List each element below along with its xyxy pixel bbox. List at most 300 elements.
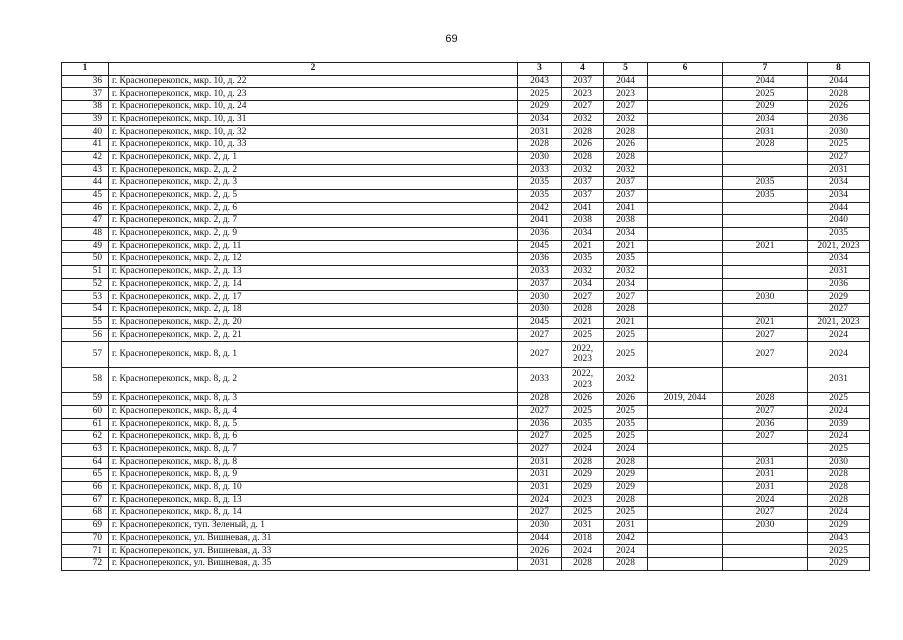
row-number-cell: 60	[62, 405, 109, 418]
col7-cell: 2044	[723, 75, 808, 88]
col5-cell: 2023	[604, 88, 648, 101]
table-row	[62, 202, 870, 215]
col4-cell: 2034	[562, 227, 604, 240]
address-cell: г. Красноперекопск, мкр. 8, д. 9	[109, 469, 518, 482]
col4-cell: 2024	[562, 545, 604, 558]
col6-cell	[648, 126, 723, 139]
col8-cell: 2028	[808, 88, 870, 101]
address-cell: г. Красноперекопск, мкр. 10, д. 24	[109, 101, 518, 114]
address-cell: г. Красноперекопск, мкр. 8, д. 4	[109, 405, 518, 418]
col4-cell: 2018	[562, 532, 604, 545]
col5-cell: 2025	[604, 431, 648, 444]
col7-cell: 2031	[723, 126, 808, 139]
row-number-cell: 62	[62, 431, 109, 444]
address-cell: г. Красноперекопск, мкр. 8, д. 14	[109, 507, 518, 520]
col7-cell	[723, 151, 808, 164]
column-header: 4	[562, 63, 604, 76]
row-number-cell: 43	[62, 164, 109, 177]
col7-cell: 2035	[723, 177, 808, 190]
column-header: 2	[109, 63, 518, 76]
col5-cell: 2021	[604, 316, 648, 329]
col3-cell: 2034	[518, 113, 562, 126]
table-row	[62, 177, 870, 190]
col8-cell: 2025	[808, 139, 870, 152]
table-header-row	[62, 63, 870, 76]
col7-cell	[723, 304, 808, 317]
col8-cell: 2040	[808, 215, 870, 228]
col5-cell: 2042	[604, 532, 648, 545]
col3-cell: 2041	[518, 215, 562, 228]
col5-cell: 2024	[604, 443, 648, 456]
col4-cell: 2028	[562, 126, 604, 139]
column-header: 6	[648, 63, 723, 76]
row-number-cell: 72	[62, 558, 109, 571]
col7-cell	[723, 367, 808, 393]
col4-cell: 2029	[562, 481, 604, 494]
col6-cell	[648, 189, 723, 202]
col8-cell: 2035	[808, 227, 870, 240]
col5-cell: 2038	[604, 215, 648, 228]
col4-cell: 2034	[562, 278, 604, 291]
col6-cell	[648, 494, 723, 507]
col4-cell: 2029	[562, 469, 604, 482]
row-number-cell: 46	[62, 202, 109, 215]
col8-cell: 2044	[808, 75, 870, 88]
col4-cell: 2035	[562, 418, 604, 431]
col7-cell	[723, 443, 808, 456]
row-number-cell: 70	[62, 532, 109, 545]
col3-cell: 2025	[518, 88, 562, 101]
address-cell: г. Красноперекопск, мкр. 2, д. 7	[109, 215, 518, 228]
col3-cell: 2027	[518, 329, 562, 342]
col7-cell: 2031	[723, 481, 808, 494]
table-row	[62, 101, 870, 114]
col3-cell: 2027	[518, 507, 562, 520]
address-cell: г. Красноперекопск, мкр. 2, д. 5	[109, 189, 518, 202]
row-number-cell: 51	[62, 266, 109, 279]
col3-cell: 2035	[518, 177, 562, 190]
table-row	[62, 431, 870, 444]
table-row	[62, 469, 870, 482]
col4-cell: 2038	[562, 215, 604, 228]
row-number-cell: 64	[62, 456, 109, 469]
col7-cell: 2036	[723, 418, 808, 431]
col5-cell: 2029	[604, 469, 648, 482]
col4-cell: 2025	[562, 329, 604, 342]
table-row	[62, 456, 870, 469]
col6-cell	[648, 75, 723, 88]
col5-cell: 2032	[604, 266, 648, 279]
col8-cell: 2043	[808, 532, 870, 545]
col6-cell	[648, 532, 723, 545]
col4-cell: 2032	[562, 164, 604, 177]
table-row	[62, 316, 870, 329]
col8-cell: 2029	[808, 291, 870, 304]
address-cell: г. Красноперекопск, мкр. 10, д. 32	[109, 126, 518, 139]
col7-cell: 2029	[723, 101, 808, 114]
col7-cell: 2027	[723, 342, 808, 368]
col6-cell	[648, 278, 723, 291]
col8-cell: 2036	[808, 113, 870, 126]
col8-cell: 2034	[808, 253, 870, 266]
col5-cell: 2041	[604, 202, 648, 215]
row-number-cell: 61	[62, 418, 109, 431]
col3-cell: 2026	[518, 545, 562, 558]
col6-cell	[648, 101, 723, 114]
col6-cell	[648, 316, 723, 329]
col4-cell: 2025	[562, 431, 604, 444]
col8-cell: 2028	[808, 494, 870, 507]
table-row	[62, 126, 870, 139]
row-number-cell: 54	[62, 304, 109, 317]
col5-cell: 2037	[604, 189, 648, 202]
address-cell: г. Красноперекопск, мкр. 2, д. 3	[109, 177, 518, 190]
col7-cell	[723, 215, 808, 228]
table-row	[62, 139, 870, 152]
row-number-cell: 42	[62, 151, 109, 164]
address-cell: г. Красноперекопск, мкр. 2, д. 21	[109, 329, 518, 342]
col6-cell	[648, 215, 723, 228]
col8-cell: 2027	[808, 304, 870, 317]
col5-cell: 2027	[604, 291, 648, 304]
col3-cell: 2045	[518, 316, 562, 329]
col4-cell: 2025	[562, 507, 604, 520]
address-cell: г. Красноперекопск, мкр. 2, д. 13	[109, 266, 518, 279]
table-row	[62, 558, 870, 571]
address-cell: г. Красноперекопск, мкр. 2, д. 2	[109, 164, 518, 177]
row-number-cell: 66	[62, 481, 109, 494]
col4-cell: 2021	[562, 240, 604, 253]
col6-cell	[648, 202, 723, 215]
col8-cell: 2028	[808, 469, 870, 482]
col7-cell	[723, 164, 808, 177]
col6-cell	[648, 253, 723, 266]
col5-cell: 2028	[604, 126, 648, 139]
col5-cell: 2025	[604, 507, 648, 520]
address-cell: г. Красноперекопск, ул. Вишневая, д. 33	[109, 545, 518, 558]
col3-cell: 2027	[518, 431, 562, 444]
address-cell: г. Красноперекопск, мкр. 8, д. 3	[109, 393, 518, 406]
table-row	[62, 266, 870, 279]
row-number-cell: 57	[62, 342, 109, 368]
col5-cell: 2044	[604, 75, 648, 88]
col3-cell: 2033	[518, 164, 562, 177]
col6-cell	[648, 266, 723, 279]
table-row	[62, 405, 870, 418]
col5-cell: 2032	[604, 367, 648, 393]
col4-cell: 2028	[562, 558, 604, 571]
col8-cell: 2029	[808, 520, 870, 533]
table-row	[62, 189, 870, 202]
col5-cell: 2029	[604, 481, 648, 494]
row-number-cell: 52	[62, 278, 109, 291]
table-row	[62, 240, 870, 253]
col6-cell	[648, 520, 723, 533]
col8-cell: 2024	[808, 507, 870, 520]
col8-cell: 2030	[808, 456, 870, 469]
col7-cell: 2021	[723, 316, 808, 329]
col5-cell: 2035	[604, 253, 648, 266]
col3-cell: 2035	[518, 189, 562, 202]
col7-cell	[723, 545, 808, 558]
col3-cell: 2036	[518, 253, 562, 266]
col8-cell: 2034	[808, 177, 870, 190]
table-row	[62, 215, 870, 228]
col4-cell: 2037	[562, 189, 604, 202]
col7-cell	[723, 532, 808, 545]
row-number-cell: 50	[62, 253, 109, 266]
col4-cell: 2026	[562, 139, 604, 152]
col6-cell	[648, 545, 723, 558]
row-number-cell: 69	[62, 520, 109, 533]
col7-cell: 2021	[723, 240, 808, 253]
col4-cell: 2041	[562, 202, 604, 215]
address-cell: г. Красноперекопск, мкр. 2, д. 14	[109, 278, 518, 291]
col4-cell: 2027	[562, 101, 604, 114]
col7-cell: 2030	[723, 291, 808, 304]
col6-cell: 2019, 2044	[648, 393, 723, 406]
col6-cell	[648, 139, 723, 152]
col3-cell: 2036	[518, 227, 562, 240]
table-row	[62, 507, 870, 520]
col7-cell: 2027	[723, 405, 808, 418]
row-number-cell: 40	[62, 126, 109, 139]
col8-cell: 2024	[808, 342, 870, 368]
page-number: 69	[445, 33, 458, 45]
col5-cell: 2025	[604, 342, 648, 368]
col7-cell: 2027	[723, 507, 808, 520]
col6-cell	[648, 177, 723, 190]
address-cell: г. Красноперекопск, ул. Вишневая, д. 35	[109, 558, 518, 571]
col8-cell: 2025	[808, 545, 870, 558]
address-cell: г. Красноперекопск, мкр. 10, д. 23	[109, 88, 518, 101]
address-cell: г. Красноперекопск, мкр. 8, д. 10	[109, 481, 518, 494]
col4-cell: 2023	[562, 88, 604, 101]
address-cell: г. Красноперекопск, мкр. 2, д. 17	[109, 291, 518, 304]
col6-cell	[648, 456, 723, 469]
col7-cell	[723, 266, 808, 279]
table-row	[62, 329, 870, 342]
col7-cell: 2035	[723, 189, 808, 202]
col3-cell: 2042	[518, 202, 562, 215]
col6-cell	[648, 431, 723, 444]
address-cell: г. Красноперекопск, мкр. 2, д. 18	[109, 304, 518, 317]
col5-cell: 2037	[604, 177, 648, 190]
table-row	[62, 520, 870, 533]
col3-cell: 2031	[518, 456, 562, 469]
col6-cell	[648, 418, 723, 431]
row-number-cell: 65	[62, 469, 109, 482]
col3-cell: 2029	[518, 101, 562, 114]
col5-cell: 2028	[604, 304, 648, 317]
col4-cell: 2028	[562, 456, 604, 469]
col3-cell: 2028	[518, 139, 562, 152]
col7-cell: 2031	[723, 456, 808, 469]
table-row	[62, 367, 870, 393]
row-number-cell: 44	[62, 177, 109, 190]
col3-cell: 2043	[518, 75, 562, 88]
address-cell: г. Красноперекопск, мкр. 10, д. 22	[109, 75, 518, 88]
col3-cell: 2030	[518, 304, 562, 317]
col7-cell: 2030	[723, 520, 808, 533]
col5-cell: 2032	[604, 164, 648, 177]
col7-cell: 2028	[723, 139, 808, 152]
address-cell: г. Красноперекопск, мкр. 10, д. 33	[109, 139, 518, 152]
column-header: 7	[723, 63, 808, 76]
col5-cell: 2032	[604, 113, 648, 126]
col4-cell: 2031	[562, 520, 604, 533]
col6-cell	[648, 291, 723, 304]
col4-cell: 2037	[562, 177, 604, 190]
address-cell: г. Красноперекопск, мкр. 2, д. 12	[109, 253, 518, 266]
address-cell: г. Красноперекопск, мкр. 8, д. 5	[109, 418, 518, 431]
table-row	[62, 481, 870, 494]
col4-cell: 2035	[562, 253, 604, 266]
col7-cell: 2024	[723, 494, 808, 507]
address-cell: г. Красноперекопск, мкр. 8, д. 1	[109, 342, 518, 368]
address-cell: г. Красноперекопск, мкр. 8, д. 2	[109, 367, 518, 393]
col3-cell: 2028	[518, 393, 562, 406]
row-number-cell: 59	[62, 393, 109, 406]
col6-cell	[648, 88, 723, 101]
row-number-cell: 38	[62, 101, 109, 114]
row-number-cell: 53	[62, 291, 109, 304]
col6-cell	[648, 469, 723, 482]
col6-cell	[648, 329, 723, 342]
col8-cell: 2028	[808, 481, 870, 494]
address-cell: г. Красноперекопск, мкр. 2, д. 6	[109, 202, 518, 215]
col6-cell	[648, 304, 723, 317]
col6-cell	[648, 443, 723, 456]
col8-cell: 2024	[808, 405, 870, 418]
table-row	[62, 75, 870, 88]
col5-cell: 2024	[604, 545, 648, 558]
table-row	[62, 443, 870, 456]
col8-cell: 2031	[808, 266, 870, 279]
col3-cell: 2037	[518, 278, 562, 291]
row-number-cell: 39	[62, 113, 109, 126]
table-row	[62, 88, 870, 101]
col4-cell: 2024	[562, 443, 604, 456]
col6-cell	[648, 342, 723, 368]
table-row	[62, 227, 870, 240]
table-row	[62, 304, 870, 317]
col3-cell: 2024	[518, 494, 562, 507]
table-row	[62, 342, 870, 368]
row-number-cell: 36	[62, 75, 109, 88]
address-cell: г. Красноперекопск, мкр. 2, д. 9	[109, 227, 518, 240]
row-number-cell: 63	[62, 443, 109, 456]
col8-cell: 2024	[808, 431, 870, 444]
col3-cell: 2031	[518, 469, 562, 482]
row-number-cell: 47	[62, 215, 109, 228]
col7-cell	[723, 278, 808, 291]
col5-cell: 2028	[604, 151, 648, 164]
col4-cell: 2028	[562, 304, 604, 317]
address-cell: г. Красноперекопск, мкр. 8, д. 13	[109, 494, 518, 507]
row-number-cell: 37	[62, 88, 109, 101]
address-cell: г. Красноперекопск, мкр. 8, д. 7	[109, 443, 518, 456]
data-table	[61, 62, 870, 571]
col4-cell: 2026	[562, 393, 604, 406]
col4-cell: 2023	[562, 494, 604, 507]
col6-cell	[648, 481, 723, 494]
col8-cell: 2021, 2023	[808, 240, 870, 253]
col6-cell	[648, 113, 723, 126]
col7-cell: 2028	[723, 393, 808, 406]
col8-cell: 2031	[808, 367, 870, 393]
address-cell: г. Красноперекопск, мкр. 10, д. 31	[109, 113, 518, 126]
address-cell: г. Красноперекопск, мкр. 2, д. 20	[109, 316, 518, 329]
row-number-cell: 67	[62, 494, 109, 507]
col6-cell	[648, 164, 723, 177]
col3-cell: 2027	[518, 443, 562, 456]
col6-cell	[648, 405, 723, 418]
address-cell: г. Красноперекопск, мкр. 2, д. 1	[109, 151, 518, 164]
col3-cell: 2036	[518, 418, 562, 431]
table-row	[62, 113, 870, 126]
table-row	[62, 291, 870, 304]
col3-cell: 2033	[518, 367, 562, 393]
col5-cell: 2035	[604, 418, 648, 431]
col3-cell: 2027	[518, 405, 562, 418]
table-row	[62, 253, 870, 266]
table-row	[62, 151, 870, 164]
col3-cell: 2031	[518, 481, 562, 494]
col5-cell: 2028	[604, 558, 648, 571]
col4-cell: 2022, 2023	[562, 367, 604, 393]
col3-cell: 2030	[518, 291, 562, 304]
col5-cell: 2031	[604, 520, 648, 533]
col5-cell: 2028	[604, 494, 648, 507]
col3-cell: 2030	[518, 151, 562, 164]
col3-cell: 2031	[518, 558, 562, 571]
address-cell: г. Красноперекопск, туп. Зеленый, д. 1	[109, 520, 518, 533]
col6-cell	[648, 151, 723, 164]
row-number-cell: 68	[62, 507, 109, 520]
address-cell: г. Красноперекопск, мкр. 8, д. 6	[109, 431, 518, 444]
col6-cell	[648, 240, 723, 253]
col7-cell: 2031	[723, 469, 808, 482]
col8-cell: 2044	[808, 202, 870, 215]
col4-cell: 2021	[562, 316, 604, 329]
col6-cell	[648, 558, 723, 571]
col5-cell: 2034	[604, 278, 648, 291]
col3-cell: 2031	[518, 126, 562, 139]
col7-cell	[723, 227, 808, 240]
col8-cell: 2025	[808, 443, 870, 456]
address-cell: г. Красноперекопск, мкр. 2, д. 11	[109, 240, 518, 253]
col7-cell	[723, 253, 808, 266]
col6-cell	[648, 227, 723, 240]
col5-cell: 2026	[604, 393, 648, 406]
col4-cell: 2027	[562, 291, 604, 304]
col8-cell: 2025	[808, 393, 870, 406]
col3-cell: 2044	[518, 532, 562, 545]
col8-cell: 2039	[808, 418, 870, 431]
col5-cell: 2034	[604, 227, 648, 240]
col8-cell: 2030	[808, 126, 870, 139]
col8-cell: 2024	[808, 329, 870, 342]
col8-cell: 2027	[808, 151, 870, 164]
col4-cell: 2022, 2023	[562, 342, 604, 368]
col8-cell: 2036	[808, 278, 870, 291]
col6-cell	[648, 367, 723, 393]
col3-cell: 2027	[518, 342, 562, 368]
table-row	[62, 393, 870, 406]
col7-cell: 2025	[723, 88, 808, 101]
row-number-cell: 45	[62, 189, 109, 202]
